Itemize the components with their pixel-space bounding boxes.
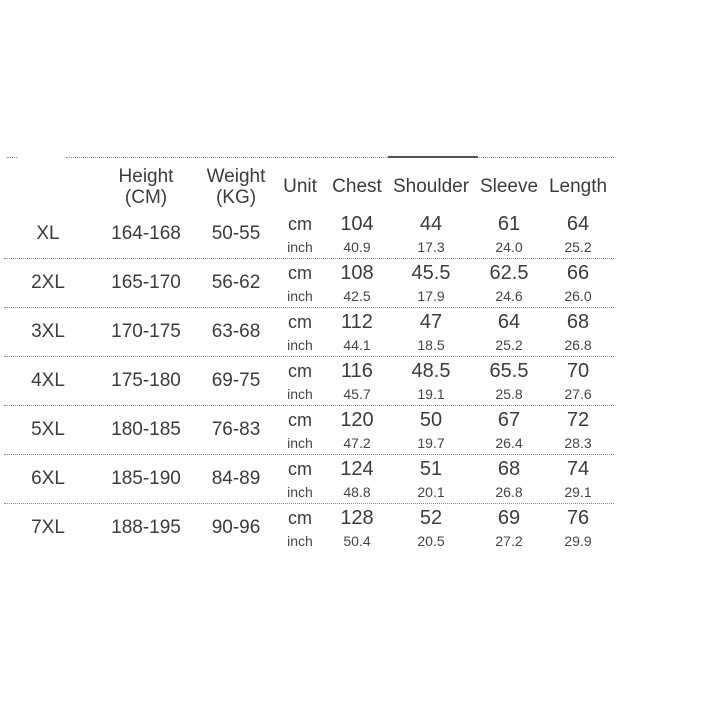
sleeve-inch-value: 25.2	[495, 337, 523, 353]
weight-cell: 90-96	[211, 517, 261, 538]
table-row-3xl	[4, 307, 614, 356]
shoulder-inch-value: 20.5	[417, 533, 445, 549]
unit-cell	[272, 406, 328, 454]
chest-cell	[328, 259, 386, 307]
shoulder-cm-value: 52	[419, 507, 443, 529]
unit-cell	[272, 259, 328, 307]
length-inch-value: 27.6	[564, 386, 592, 402]
shoulder-cell	[386, 357, 476, 405]
table-row-4xl	[4, 356, 614, 405]
row-tail-spacer	[614, 210, 698, 258]
sleeve-cm-value: 68	[497, 458, 521, 480]
shoulder-cm-value: 45.5	[411, 262, 451, 284]
unit-cm-label: cm	[288, 263, 312, 283]
sleeve-cm-value: 67	[497, 409, 521, 431]
sleeve-inch-value: 24.0	[495, 239, 523, 255]
table-row-xl	[4, 210, 698, 258]
shoulder-cm-value: 51	[419, 458, 443, 480]
sleeve-inch-value: 24.6	[495, 288, 523, 304]
table-row-2xl	[4, 258, 614, 307]
height-cell: 175-180	[111, 370, 181, 391]
chest-cm-value: 112	[341, 311, 373, 333]
chest-cm-value: 128	[340, 507, 374, 529]
shoulder-inch-value: 20.1	[417, 484, 445, 500]
col-header-length: Length	[548, 176, 608, 197]
sleeve-inch-value: 26.4	[495, 435, 523, 451]
length-cm-value: 76	[566, 507, 590, 529]
height-cell: 180-185	[111, 419, 181, 440]
sleeve-inch-value: 27.2	[495, 533, 523, 549]
weight-cell: 69-75	[211, 370, 261, 391]
shoulder-cell	[386, 308, 476, 356]
sleeve-cell	[476, 259, 542, 307]
shoulder-cell	[386, 455, 476, 503]
length-cell	[542, 406, 614, 454]
chest-inch-value: 47.2	[343, 435, 371, 451]
table-row-5xl	[4, 405, 614, 454]
length-cm-value: 64	[566, 213, 590, 235]
size-table	[4, 157, 698, 552]
weight-cell: 63-68	[211, 321, 261, 342]
length-cell	[542, 455, 614, 503]
sleeve-cell	[476, 308, 542, 356]
top-border-solid-segment	[388, 156, 478, 158]
sleeve-cm-value: 69	[497, 507, 521, 529]
table-row-7xl	[4, 503, 614, 552]
col-header-chest: Chest	[332, 176, 382, 197]
length-cm-value: 68	[566, 311, 590, 333]
unit-inch-label: inch	[287, 484, 313, 500]
top-border-dash	[7, 157, 17, 158]
chest-cm-value: 108	[340, 262, 374, 284]
shoulder-inch-value: 19.7	[417, 435, 445, 451]
shoulder-inch-value: 18.5	[417, 337, 445, 353]
chest-inch-value: 42.5	[343, 288, 371, 304]
chest-inch-value: 44.1	[343, 337, 371, 353]
weight-cell: 76-83	[211, 419, 261, 440]
col-header-size	[4, 163, 92, 210]
length-cm-value: 74	[566, 458, 590, 480]
sleeve-cm-value: 62.5	[489, 262, 529, 284]
header-height-line2: (CM)	[124, 186, 168, 208]
unit-cell	[272, 308, 328, 356]
col-header-unit: Unit	[283, 176, 317, 197]
weight-cell: 56-62	[211, 272, 261, 293]
unit-cm-label: cm	[288, 508, 312, 528]
unit-cm-label: cm	[288, 459, 312, 479]
chest-inch-value: 50.4	[343, 533, 371, 549]
size-label: 4XL	[31, 370, 65, 391]
chest-cell	[328, 504, 386, 552]
header-tail-spacer	[614, 163, 698, 210]
chest-cm-value: 124	[340, 458, 374, 480]
shoulder-cm-value: 48.5	[411, 360, 451, 382]
chest-cell	[328, 455, 386, 503]
size-label: 2XL	[31, 272, 65, 293]
chest-cell	[328, 308, 386, 356]
chest-inch-value: 45.7	[343, 386, 371, 402]
chest-cm-value: 104	[340, 213, 374, 235]
unit-inch-label: inch	[287, 288, 313, 304]
chest-cell	[328, 210, 386, 258]
unit-cm-label: cm	[288, 214, 312, 234]
length-cm-value: 66	[566, 262, 590, 284]
shoulder-cell	[386, 259, 476, 307]
unit-cell	[272, 455, 328, 503]
length-inch-value: 26.0	[564, 288, 592, 304]
col-header-height	[92, 163, 200, 210]
length-cm-value: 70	[566, 360, 590, 382]
height-cell: 164-168	[111, 223, 181, 244]
size-label: 6XL	[31, 468, 65, 489]
sleeve-cell	[476, 210, 542, 258]
length-inch-value: 29.9	[564, 533, 592, 549]
length-cm-value: 72	[566, 409, 590, 431]
unit-inch-label: inch	[287, 386, 313, 402]
chest-inch-value: 48.8	[343, 484, 371, 500]
shoulder-inch-value: 19.1	[417, 386, 445, 402]
size-label: 3XL	[31, 321, 65, 342]
sleeve-inch-value: 25.8	[495, 386, 523, 402]
length-cell	[542, 357, 614, 405]
height-cell: 170-175	[111, 321, 181, 342]
height-cell: 185-190	[111, 468, 181, 489]
chest-cm-value: 116	[341, 360, 373, 382]
sleeve-inch-value: 26.8	[495, 484, 523, 500]
unit-cell	[272, 210, 328, 258]
unit-inch-label: inch	[287, 337, 313, 353]
shoulder-cell	[386, 406, 476, 454]
length-cell	[542, 504, 614, 552]
size-label: 5XL	[31, 419, 65, 440]
table-row-6xl	[4, 454, 614, 503]
header-row	[4, 157, 698, 210]
size-label: 7XL	[31, 517, 65, 538]
col-header-sleeve: Sleeve	[479, 176, 539, 197]
unit-cm-label: cm	[288, 361, 312, 381]
unit-inch-label: inch	[287, 435, 313, 451]
sleeve-cell	[476, 504, 542, 552]
chest-cm-value: 120	[340, 409, 374, 431]
shoulder-inch-value: 17.9	[417, 288, 445, 304]
chest-inch-value: 40.9	[343, 239, 371, 255]
weight-cell: 84-89	[211, 468, 261, 489]
chest-cell	[328, 357, 386, 405]
height-cell: 165-170	[111, 272, 181, 293]
header-weight-line1: Weight	[206, 165, 266, 187]
sleeve-cell	[476, 455, 542, 503]
unit-cm-label: cm	[288, 410, 312, 430]
length-cell	[542, 210, 614, 258]
shoulder-cm-value: 50	[419, 409, 443, 431]
chest-cell	[328, 406, 386, 454]
shoulder-cm-value: 47	[419, 311, 443, 333]
size-label: XL	[36, 223, 60, 244]
sleeve-cell	[476, 406, 542, 454]
weight-cell: 50-55	[211, 223, 261, 244]
unit-cell	[272, 357, 328, 405]
length-cell	[542, 259, 614, 307]
col-header-weight	[200, 163, 272, 210]
length-inch-value: 25.2	[564, 239, 592, 255]
unit-inch-label: inch	[287, 533, 313, 549]
sleeve-cell	[476, 357, 542, 405]
shoulder-cm-value: 44	[419, 213, 443, 235]
header-weight-line2: (KG)	[215, 186, 257, 208]
top-border-dotted-line	[66, 157, 614, 158]
shoulder-cell	[386, 210, 476, 258]
length-inch-value: 28.3	[564, 435, 592, 451]
shoulder-cell	[386, 504, 476, 552]
col-header-shoulder: Shoulder	[392, 176, 470, 197]
length-cell	[542, 308, 614, 356]
sleeve-cm-value: 61	[497, 213, 521, 235]
unit-cm-label: cm	[288, 312, 312, 332]
unit-cell	[272, 504, 328, 552]
header-height-line1: Height	[118, 165, 174, 187]
length-inch-value: 26.8	[564, 337, 592, 353]
sleeve-cm-value: 65.5	[489, 360, 529, 382]
length-inch-value: 29.1	[564, 484, 592, 500]
unit-inch-label: inch	[287, 239, 313, 255]
shoulder-inch-value: 17.3	[417, 239, 445, 255]
sleeve-cm-value: 64	[497, 311, 521, 333]
height-cell: 188-195	[111, 517, 181, 538]
